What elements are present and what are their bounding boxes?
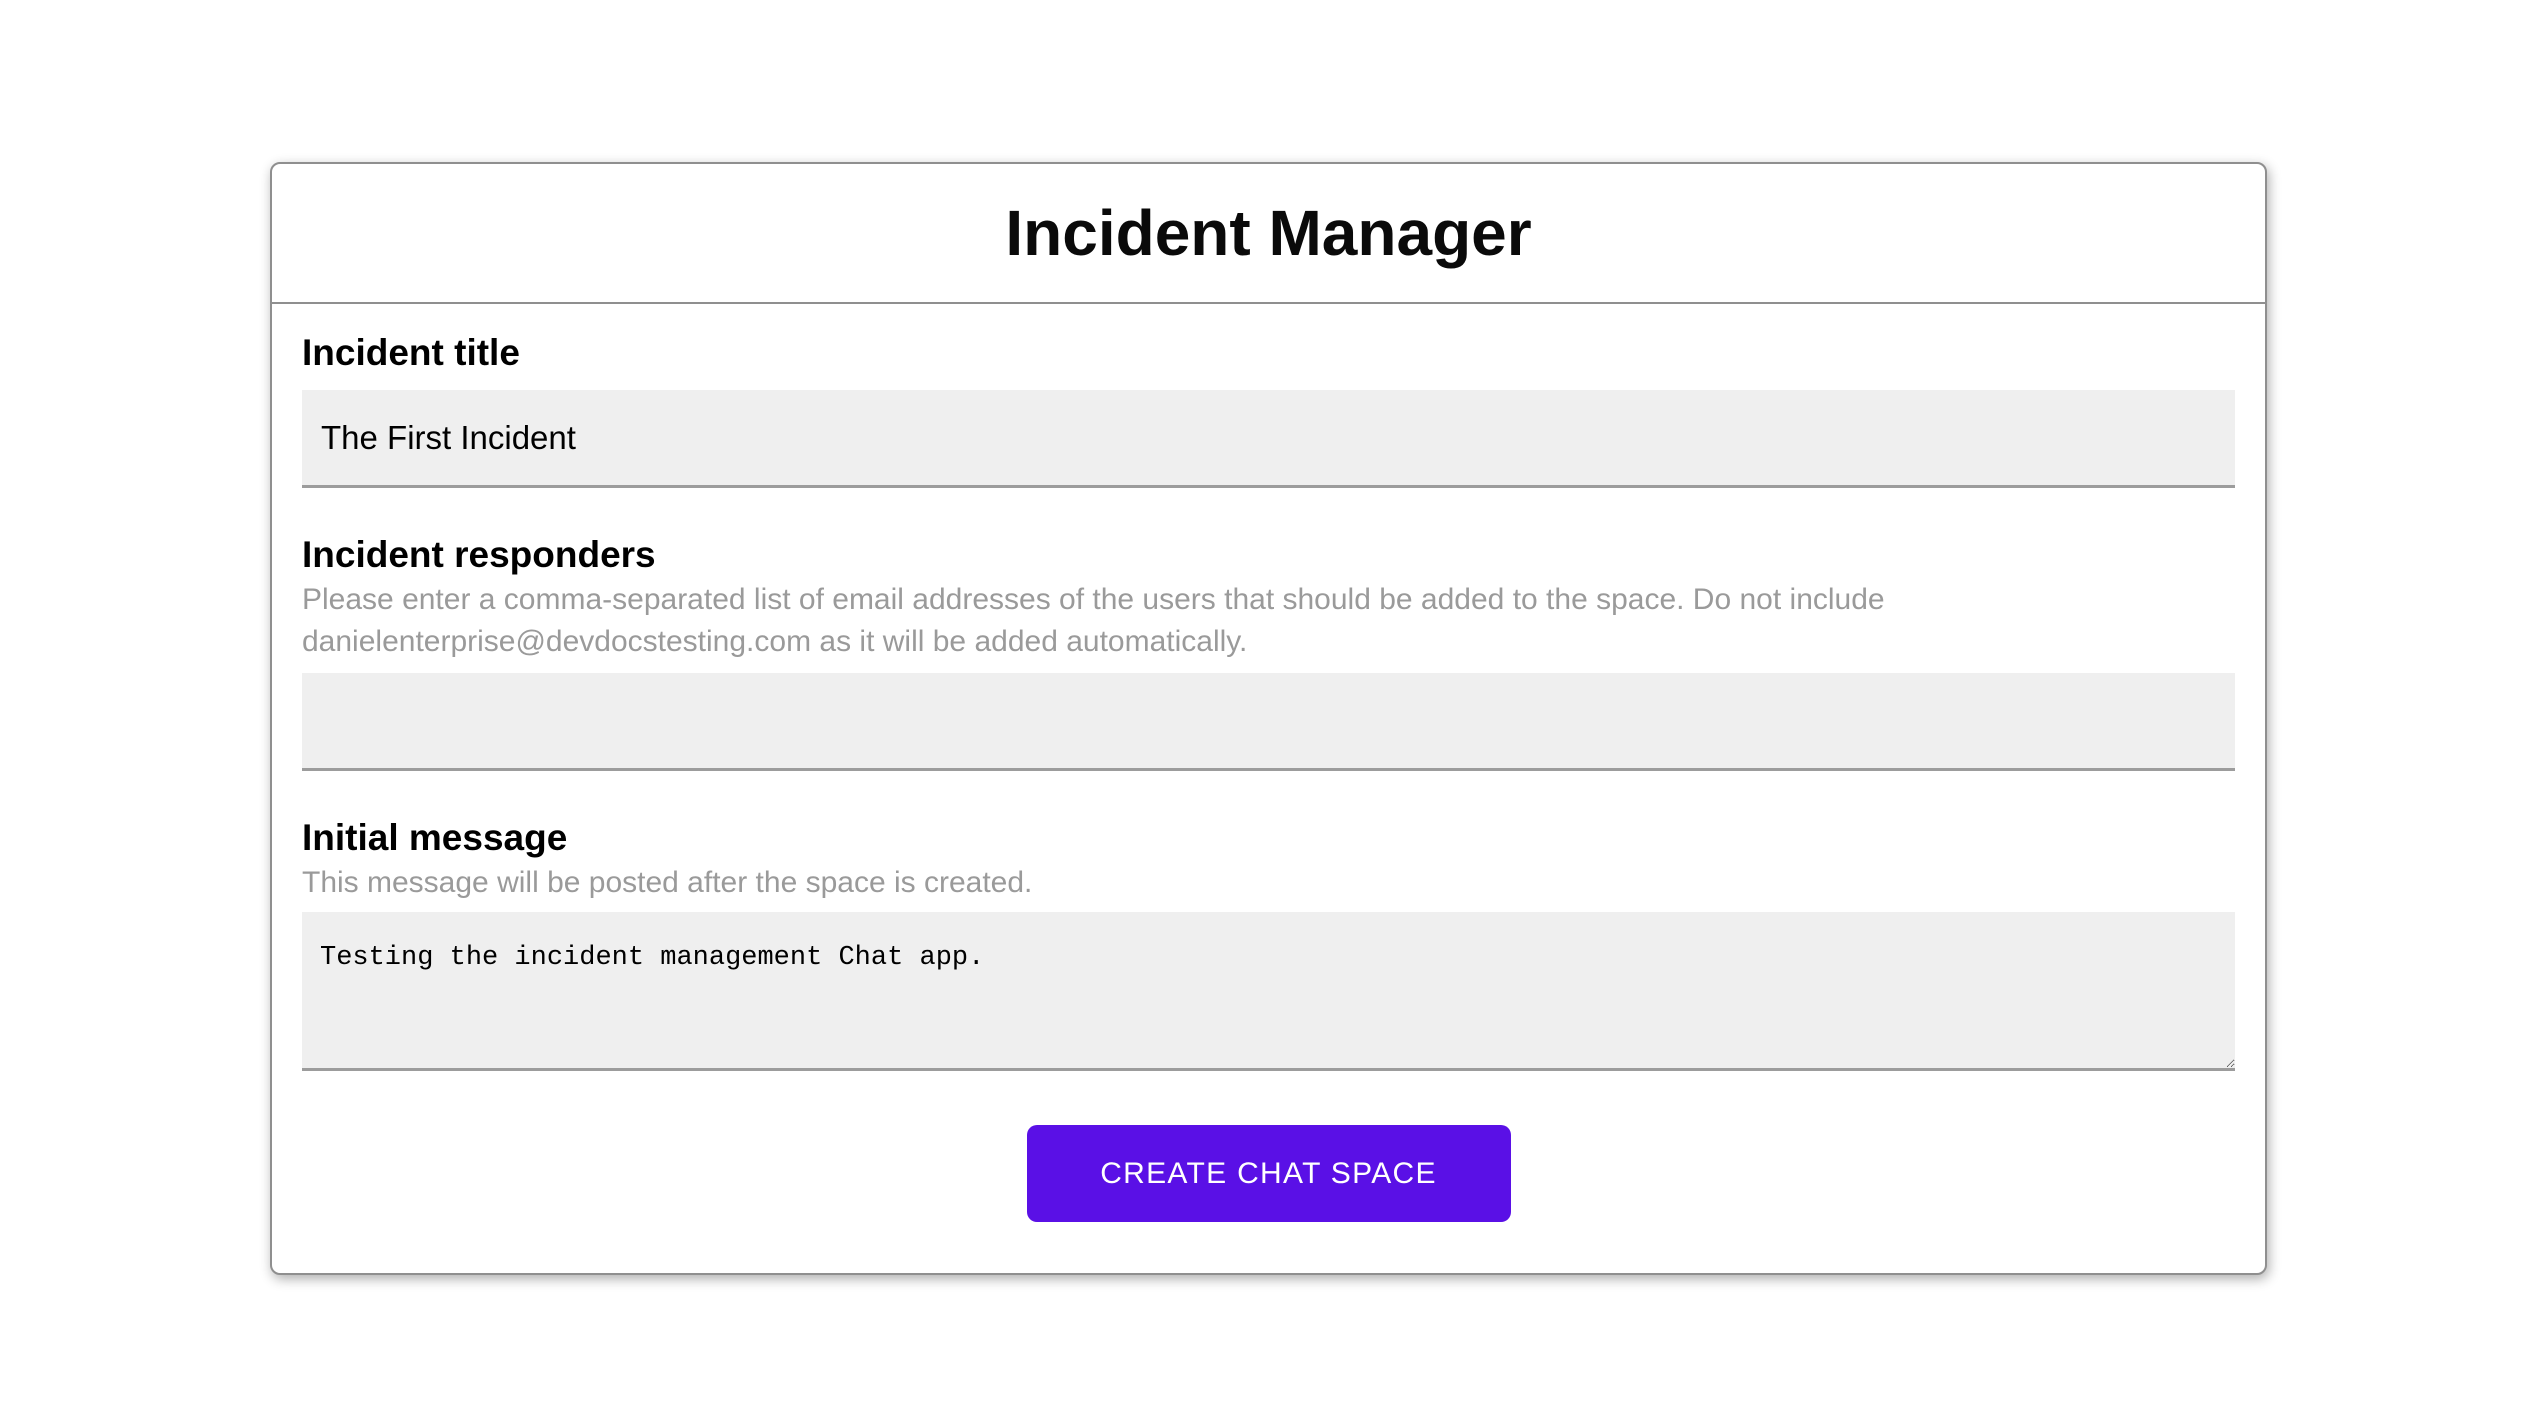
field-incident-responders [302, 532, 2235, 771]
field-initial-message [302, 815, 2235, 1071]
card-header [272, 164, 2265, 304]
incident-responders-input[interactable] [302, 673, 2235, 771]
field-incident-title [302, 330, 2235, 488]
card-body [272, 304, 2265, 1222]
incident-title-input[interactable] [302, 390, 2235, 488]
initial-message-helper: This message will be posted after the space is created. [302, 866, 1033, 899]
page-title: Incident Manager [1005, 197, 1532, 269]
create-chat-space-button[interactable]: CREATE CHAT SPACE [1027, 1125, 1511, 1222]
incident-responders-helper: Please enter a comma-separated list of email addresses of the users that should be added to the space. Do not include danielenterprise@devdocstesting.com as it will be added automatically. [302, 583, 1885, 658]
incident-form-card [270, 162, 2267, 1275]
initial-message-textarea[interactable] [302, 912, 2235, 1071]
initial-message-label: Initial message [302, 817, 568, 858]
incident-title-label: Incident title [302, 332, 520, 373]
incident-responders-label: Incident responders [302, 534, 656, 575]
